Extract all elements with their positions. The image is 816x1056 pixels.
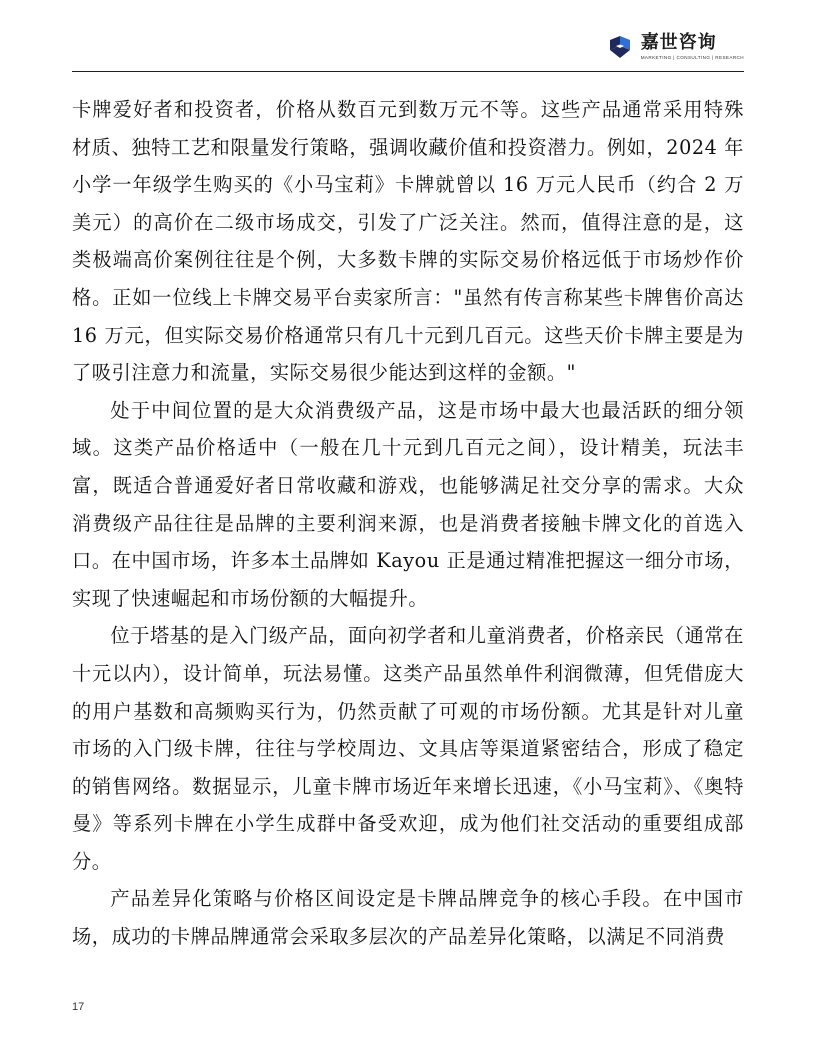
logo-tagline: MARKETING | CONSULTING | RESEARCH	[640, 55, 744, 60]
paragraph-4: 产品差异化策略与价格区间设定是卡牌品牌竞争的核心手段。在中国市场，成功的卡牌品牌通常会采取多层次的产品差异化策略，以满足不同消费	[72, 887, 744, 949]
paragraph-2: 处于中间位置的是大众消费级产品，这是市场中最大也最活跃的细分领域。这类产品价格适中（一般在几十元到几百元之间），设计精美，玩法丰富，既适合普通爱好者日常收藏和游戏，也能够满足社交分享的需求。大众消费级产品往往是品牌的主要利润来源，也是消费者接触卡牌文化的首选入口。在中国市场，许多本土品牌如 Kayou 正是通过精准把握这一细分市场，实现了快速崛起和市场份额的大幅提升。	[72, 398, 744, 610]
body-text	[72, 91, 744, 956]
page-number: 17	[72, 1001, 85, 1013]
header-divider	[72, 71, 744, 72]
company-logo	[607, 34, 744, 61]
paragraph-1: 卡牌爱好者和投资者，价格从数百元到数万元不等。这些产品通常采用特殊材质、独特工艺和限量发行策略，强调收藏价值和投资潜力。例如，2024 年小学一年级学生购买的《小马宝莉》卡牌就曾以 16 万元人民币（约合 2 万美元）的高价在二级市场成交，引发了广泛关注。然而，值得注意的是，这类极端高价案例往往是个例，大多数卡牌的实际交易价格远低于市场炒作价格。正如一位线上卡牌交易平台卖家所言："虽然有传言称某些卡牌售价高达 16 万元，但实际交易价格通常只有几十元到几百元。这些天价卡牌主要是为了吸引注意力和流量，实际交易很少能达到这样的金额。"	[72, 98, 744, 385]
logo-name: 嘉世咨询	[640, 32, 717, 53]
paragraph-3: 位于塔基的是入门级产品，面向初学者和儿童消费者，价格亲民（通常在十元以内），设计简单，玩法易懂。这类产品虽然单件利润微薄，但凭借庞大的用户基数和高频购买行为，仍然贡献了可观的市场份额。尤其是针对儿童市场的入门级卡牌，往往与学校周边、文具店等渠道紧密结合，形成了稳定的销售网络。数据显示，儿童卡牌市场近年来增长迅速，《小马宝莉》、《奥特曼》等系列卡牌在小学生成群中备受欢迎，成为他们社交活动的重要组成部分。	[72, 624, 744, 873]
logo-mark-icon	[607, 34, 633, 60]
page-header	[72, 28, 744, 72]
